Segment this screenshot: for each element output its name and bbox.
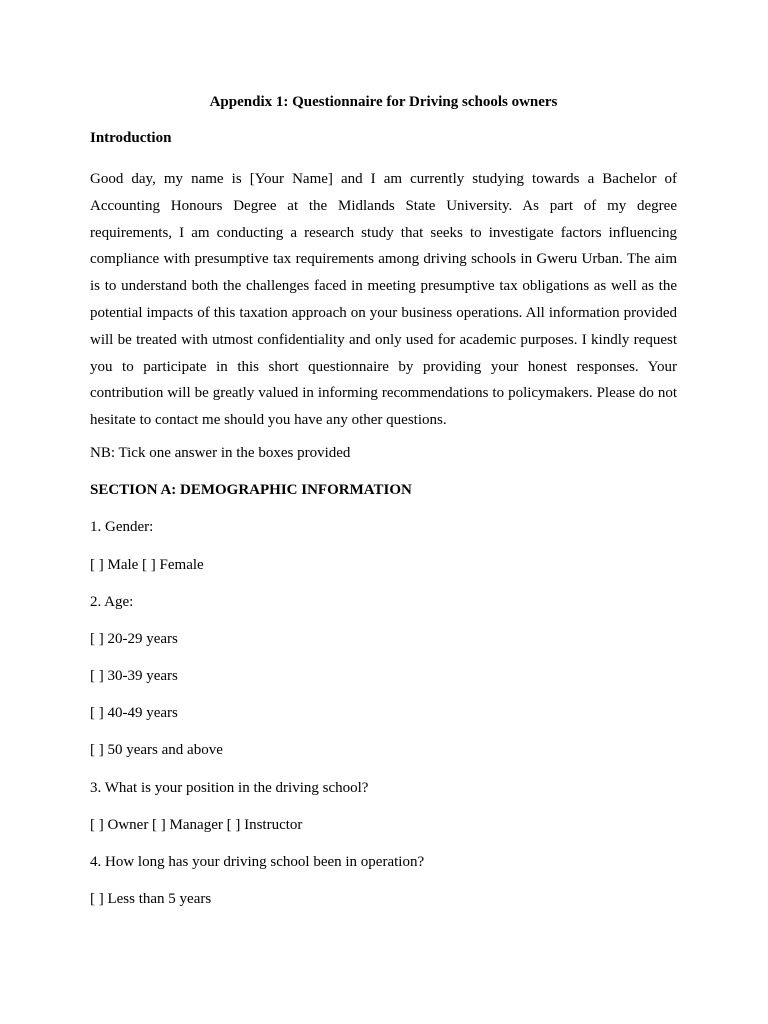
- document-title: Appendix 1: Questionnaire for Driving schools owners: [209, 94, 558, 110]
- age-option: [ ] 50 years and above: [90, 742, 223, 759]
- question-gender: 1. Gender:: [90, 519, 154, 536]
- question-age: 2. Age:: [90, 593, 134, 610]
- position-options: [ ] Owner [ ] Manager [ ] Instructor: [90, 816, 303, 833]
- question-position: 3. What is your position in the driving school?: [90, 779, 369, 796]
- intro-heading: Introduction: [90, 130, 172, 146]
- intro-paragraph: Good day, my name is [Your Name] and I am currently studying towards a Bachelor of Accounting Honours Degree at the Midlands State University. As part of my degree requirements, I am conducting a research study that seeks to investigate factors influencing compliance with presumptive tax requirements among driving schools in Gweru Urban. The aim is to understand both the challenges faced in meeting presumptive tax obligations as well as the potential impacts of this taxation approach on your business operations. All information provided will be treated with utmost confidentiality and only used for academic purposes. I kindly request you to participate in this short questionnaire by providing your honest responses. Your contribution will be greatly valued in informing recommendations to policymakers. Please do not hesitate to contact me should you have any other questions.: [90, 171, 677, 429]
- instruction-note: NB: Tick one answer in the boxes provided: [90, 444, 351, 461]
- age-option: [ ] 30-39 years: [90, 668, 178, 685]
- operation-duration-option: [ ] Less than 5 years: [90, 891, 212, 908]
- document-page: [90, 93, 677, 927]
- gender-options: [ ] Male [ ] Female: [90, 556, 204, 573]
- age-option: [ ] 20-29 years: [90, 630, 178, 647]
- age-option: [ ] 40-49 years: [90, 705, 178, 722]
- section-a-heading: SECTION A: DEMOGRAPHIC INFORMATION: [90, 482, 412, 499]
- question-operation-duration: 4. How long has your driving school been in operation?: [90, 854, 425, 871]
